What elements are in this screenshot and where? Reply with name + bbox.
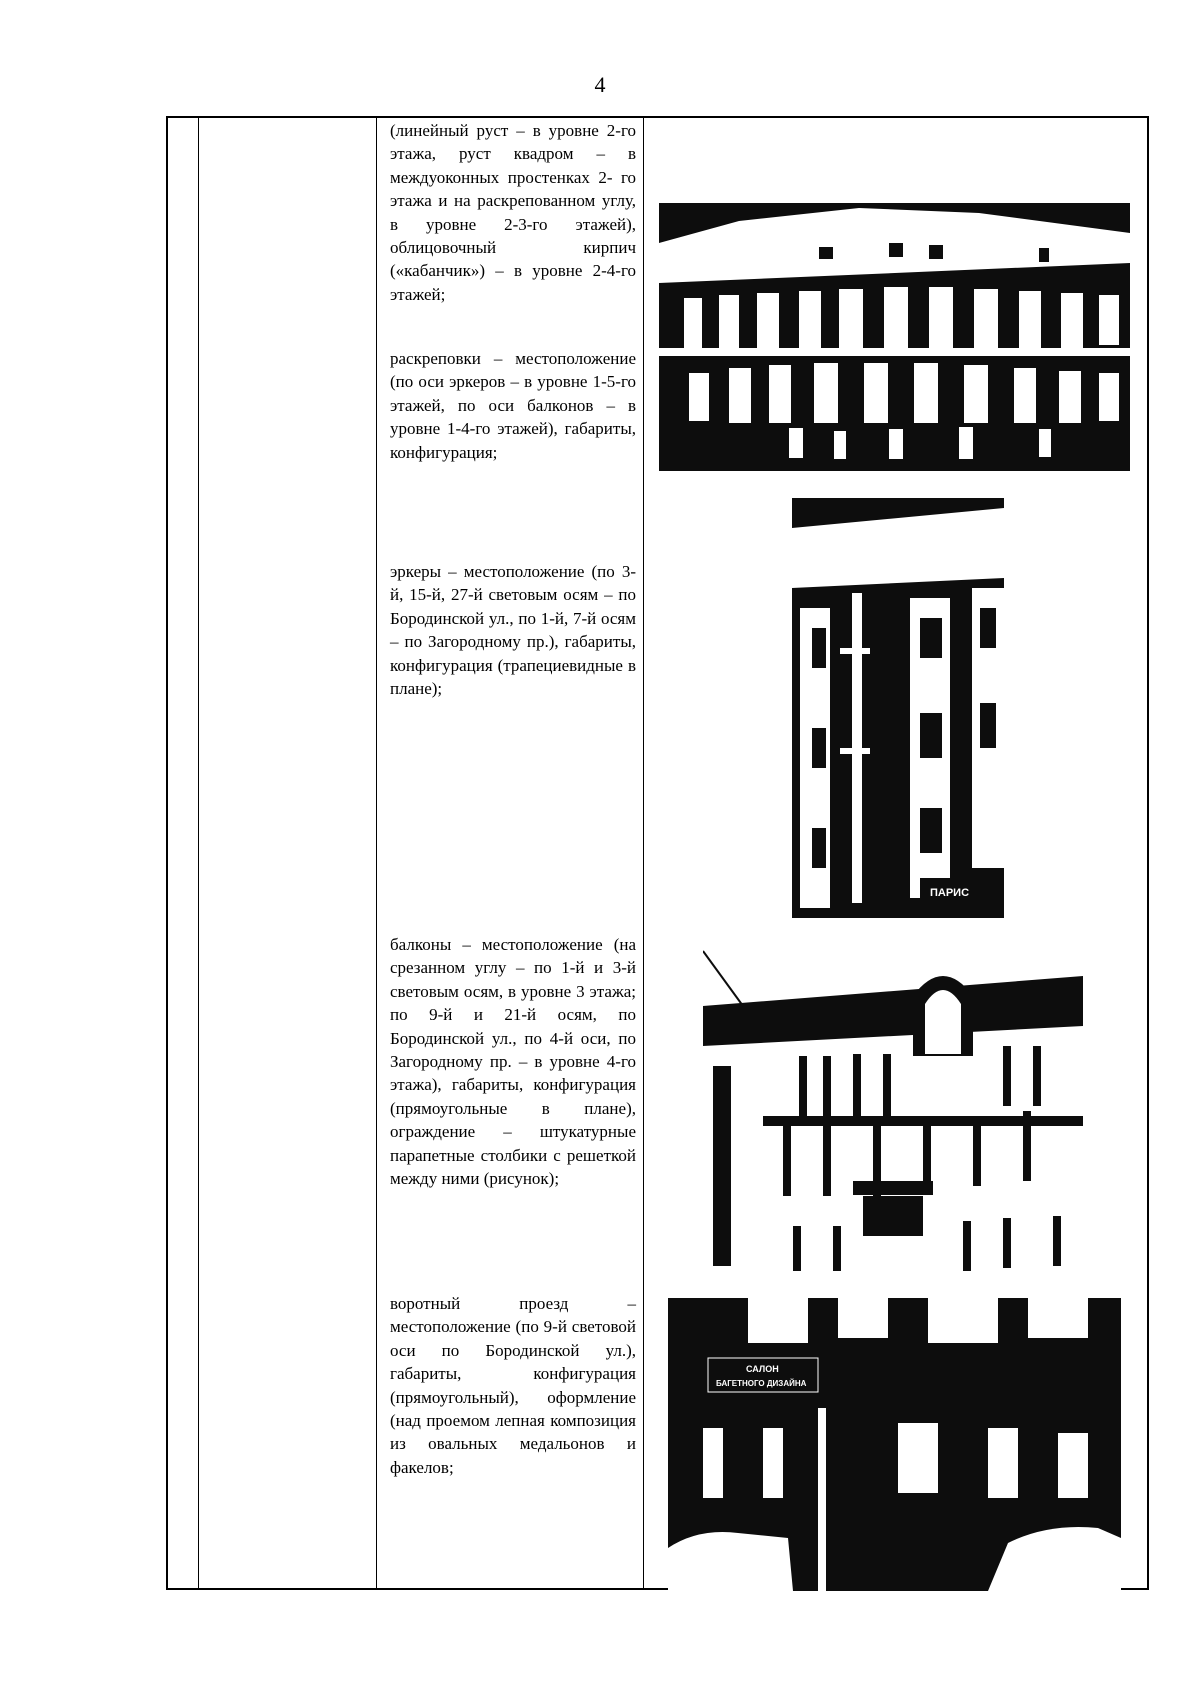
gateway-photo — [668, 1298, 1121, 1591]
monument-features-table — [166, 116, 1149, 1590]
feature-text-bay-windows: эркеры – местоположение (по 3-й, 15-й, 27-й световым осям – по Бородинской ул., по 1-й, 7-й осям – по Загородному пр.), габариты, конфигурация (трапециевидные в плане); — [390, 562, 636, 699]
feature-text-rustication: (линейный руст – в уровне 2-го этажа, руст квадром – в междуоконных простенках 2- го этажа и на раскрепованном углу, в уровне 2-3-го этажей), облицовочный кирпич («кабанчик») – в уровне 2-4-го этажей; — [390, 121, 636, 304]
feature-text-balconies: балконы – местоположение (на срезанном углу – по 1-й и 3-й световым осям, в уровне 3 этажа; по 9-й и 21-й осям, по Бородинской ул., по 4-й оси, по Загородному пр. – в уровне 4-го этажа), габариты, конфигурация (прямоугольные в плане), ограждение – штукатурные парапетные столбики с решеткой между ними (рисунок); — [390, 935, 636, 1189]
table-column-divider — [643, 118, 644, 1588]
balconies-photo — [703, 946, 1083, 1275]
shop-sign: ПАРИС — [930, 887, 970, 899]
table-column-divider — [376, 118, 377, 1588]
facade-photo — [659, 203, 1130, 471]
page-number: 4 — [594, 72, 606, 97]
table-column-divider — [198, 118, 199, 1588]
shop-sign-line1: САЛОН — [746, 1364, 779, 1374]
feature-text-projections: раскреповки – местоположение (по оси эркеров – в уровне 1-5-го этажей, по оси балконов – в уровне 1-4-го этажей), габариты, конфигурация; — [390, 349, 636, 462]
feature-text-gateway: воротный проезд – местоположение (по 9-й световой оси по Бородинской ул.), габариты, конфигурация (прямоугольный), оформление (над проемом лепная композиция из овальных медальонов и факелов; — [390, 1294, 636, 1477]
bay-window-photo — [792, 498, 1004, 918]
shop-sign-line2: БАГЕТНОГО ДИЗАЙНА — [716, 1379, 807, 1388]
